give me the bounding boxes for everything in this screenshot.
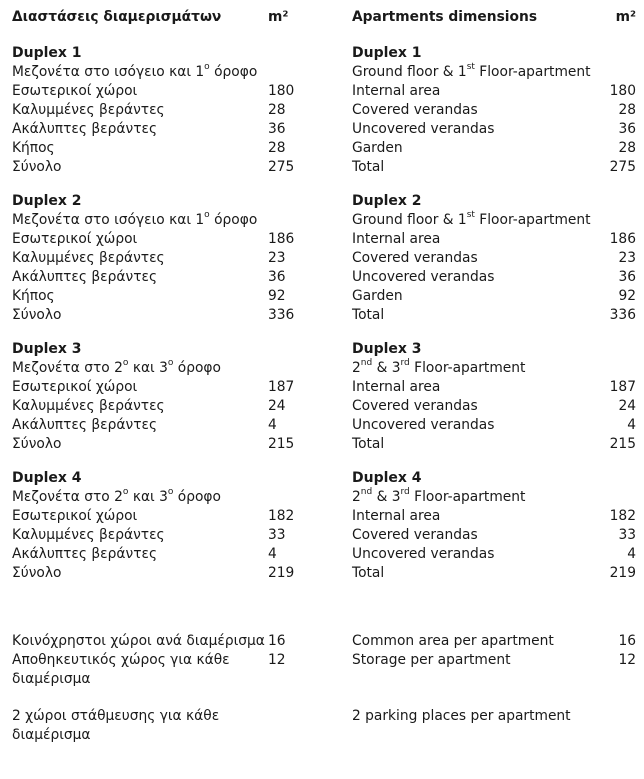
dimension-label: Ακάλυπτες βεράντες — [12, 546, 158, 562]
dimension-label: Covered verandas — [352, 398, 478, 414]
dimension-value: 180 — [268, 83, 295, 99]
dimension-row — [352, 287, 636, 306]
dimension-row — [352, 101, 636, 120]
dimension-value: 23 — [268, 250, 286, 266]
dimension-row — [352, 158, 636, 177]
duplex-title: Duplex 4 — [12, 470, 82, 486]
dimension-label: Σύνολο — [12, 159, 62, 175]
dimension-value: 36 — [268, 121, 286, 137]
dimension-row — [352, 416, 636, 435]
dimension-label: Uncovered verandas — [352, 546, 495, 562]
dimension-value: 92 — [268, 288, 286, 304]
dimension-label: Ακάλυπτες βεράντες — [12, 269, 158, 285]
dimension-row — [352, 82, 636, 101]
dimension-value: 36 — [618, 121, 636, 137]
dimension-row — [352, 564, 636, 583]
dimension-value: 180 — [609, 83, 636, 99]
english-header-title: Apartments dimensions — [352, 9, 538, 25]
greek-common-area-label: Κοινόχρηστοι χώροι ανά διαμέρισμα — [12, 633, 265, 649]
duplex-subtitle: Μεζονέτα στο ισόγειο και $1^o$ όροφο — [12, 62, 258, 80]
duplex-subtitle: 2nd & 3rd Floor-apartment — [352, 487, 526, 505]
dimension-label: Εσωτερικοί χώροι — [12, 379, 138, 395]
dimension-value: 4 — [268, 546, 277, 562]
dimension-label: Καλυμμένες βεράντες — [12, 250, 165, 266]
dimension-row — [352, 378, 636, 397]
greek-duplex-3 — [12, 340, 342, 454]
duplex-title: Duplex 3 — [12, 341, 82, 357]
dimension-label: Καλυμμένες βεράντες — [12, 398, 165, 414]
dimension-row — [352, 268, 636, 287]
dimension-value: 215 — [268, 436, 295, 452]
dimension-label: Internal area — [352, 231, 441, 247]
dimension-value: 182 — [609, 508, 636, 524]
english-storage-value: 12 — [618, 652, 636, 668]
dimension-row — [352, 526, 636, 545]
greek-parking-text: 2 χώροι στάθμευσης για κάθε διαμέρισμα — [12, 708, 220, 743]
dimension-label: Total — [352, 436, 385, 452]
dimension-value: 23 — [618, 250, 636, 266]
dimension-value: 4 — [627, 417, 636, 433]
dimension-value: 215 — [609, 436, 636, 452]
dimension-row — [12, 416, 342, 435]
english-duplex-3 — [352, 340, 636, 454]
dimension-value: 28 — [268, 102, 286, 118]
dimension-label: Total — [352, 565, 385, 581]
greek-duplex-4 — [12, 469, 342, 583]
english-duplex-2 — [352, 192, 636, 325]
dimension-label: Uncovered verandas — [352, 417, 495, 433]
dimension-label: Total — [352, 159, 385, 175]
dimension-label: Covered verandas — [352, 527, 478, 543]
dimension-row — [12, 397, 342, 416]
duplex-subtitle: 2nd & 3rd Floor-apartment — [352, 358, 526, 376]
dimension-label: Καλυμμένες βεράντες — [12, 527, 165, 543]
duplex-title: Duplex 2 — [352, 193, 422, 209]
english-storage-label: Storage per apartment — [352, 652, 511, 668]
dimension-row — [12, 249, 342, 268]
dimension-value: 24 — [618, 398, 636, 414]
greek-storage-row — [12, 651, 342, 689]
dimension-value: 275 — [609, 159, 636, 175]
english-duplex-1 — [352, 44, 636, 177]
dimension-row — [12, 120, 342, 139]
dimension-label: Internal area — [352, 83, 441, 99]
dimension-row — [12, 526, 342, 545]
english-column — [352, 8, 636, 726]
duplex-title: Duplex 2 — [12, 193, 82, 209]
english-common-area-label: Common area per apartment — [352, 633, 554, 649]
duplex-subtitle: Ground floor & 1st Floor-apartment — [352, 62, 591, 80]
dimension-row — [12, 230, 342, 249]
greek-unit-label: m² — [268, 9, 289, 25]
dimension-value: 24 — [268, 398, 286, 414]
greek-storage-value: 12 — [268, 652, 286, 668]
dimension-row — [352, 435, 636, 454]
english-duplex-list — [352, 44, 636, 583]
greek-storage-label: Αποθηκευτικός χώρος για κάθε διαμέρισμα — [12, 652, 230, 687]
dimension-label: Ακάλυπτες βεράντες — [12, 121, 158, 137]
dimension-row — [12, 564, 342, 583]
dimension-value: 187 — [268, 379, 295, 395]
dimension-value: 36 — [618, 269, 636, 285]
dimension-label: Κήπος — [12, 288, 55, 304]
greek-duplex-list — [12, 44, 342, 583]
dimension-label: Σύνολο — [12, 436, 62, 452]
dimension-label: Σύνολο — [12, 307, 62, 323]
greek-duplex-2 — [12, 192, 342, 325]
dimension-label: Εσωτερικοί χώροι — [12, 231, 138, 247]
dimension-row — [12, 101, 342, 120]
dimension-value: 186 — [268, 231, 295, 247]
dimension-row — [12, 82, 342, 101]
dimension-row — [352, 507, 636, 526]
english-common-area-value: 16 — [618, 633, 636, 649]
english-common-area-row — [352, 632, 636, 651]
dimension-label: Σύνολο — [12, 565, 62, 581]
duplex-subtitle: Μεζονέτα στο $2^o$ και $3^o$ όροφο — [12, 487, 221, 505]
dimension-row — [352, 139, 636, 158]
dimension-row — [12, 139, 342, 158]
dimension-label: Covered verandas — [352, 102, 478, 118]
duplex-title: Duplex 4 — [352, 470, 422, 486]
dimension-row — [12, 306, 342, 325]
dimension-value: 33 — [268, 527, 286, 543]
dimension-label: Covered verandas — [352, 250, 478, 266]
dimension-row — [12, 507, 342, 526]
dimension-label: Internal area — [352, 508, 441, 524]
dimension-value: 336 — [268, 307, 295, 323]
greek-common-area-value: 16 — [268, 633, 286, 649]
dimension-row — [352, 545, 636, 564]
dimension-label: Uncovered verandas — [352, 121, 495, 137]
greek-column — [12, 8, 342, 745]
dimension-value: 28 — [618, 140, 636, 156]
dimension-value: 4 — [268, 417, 277, 433]
dimension-row — [352, 306, 636, 325]
duplex-subtitle: Μεζονέτα στο $2^o$ και $3^o$ όροφο — [12, 358, 221, 376]
dimension-row — [12, 545, 342, 564]
dimension-value: 186 — [609, 231, 636, 247]
dimension-label: Internal area — [352, 379, 441, 395]
greek-common-area-row — [12, 632, 342, 651]
dimension-label: Εσωτερικοί χώροι — [12, 83, 138, 99]
dimension-row — [352, 397, 636, 416]
duplex-title: Duplex 3 — [352, 341, 422, 357]
dimension-value: 28 — [618, 102, 636, 118]
dimension-row — [352, 120, 636, 139]
english-duplex-4 — [352, 469, 636, 583]
dimension-label: Total — [352, 307, 385, 323]
dimension-label: Εσωτερικοί χώροι — [12, 508, 138, 524]
dimension-value: 33 — [618, 527, 636, 543]
english-unit-label: m² — [615, 9, 636, 25]
duplex-subtitle: Ground floor & 1st Floor-apartment — [352, 210, 591, 228]
dimension-row — [12, 378, 342, 397]
duplex-title: Duplex 1 — [352, 45, 422, 61]
dimension-value: 336 — [609, 307, 636, 323]
dimension-value: 4 — [627, 546, 636, 562]
dimension-value: 187 — [609, 379, 636, 395]
dimension-row — [12, 268, 342, 287]
dimension-label: Garden — [352, 288, 403, 304]
dimension-label: Κήπος — [12, 140, 55, 156]
dimension-label: Garden — [352, 140, 403, 156]
dimension-value: 36 — [268, 269, 286, 285]
greek-duplex-1 — [12, 44, 342, 177]
dimension-value: 219 — [268, 565, 295, 581]
duplex-title: Duplex 1 — [12, 45, 82, 61]
english-storage-row — [352, 651, 636, 670]
dimension-row — [12, 435, 342, 454]
duplex-subtitle: Μεζονέτα στο ισόγειο και $1^o$ όροφο — [12, 210, 258, 228]
greek-header-title: Διαστάσεις διαμερισμάτων — [12, 9, 222, 25]
english-parking-text: 2 parking places per apartment — [352, 708, 571, 724]
dimension-value: 28 — [268, 140, 286, 156]
dimension-label: Ακάλυπτες βεράντες — [12, 417, 158, 433]
dimension-value: 182 — [268, 508, 295, 524]
dimension-row — [12, 287, 342, 306]
dimension-label: Uncovered verandas — [352, 269, 495, 285]
english-header — [352, 8, 636, 27]
dimension-row — [352, 230, 636, 249]
dimension-value: 219 — [609, 565, 636, 581]
dimension-value: 92 — [618, 288, 636, 304]
greek-header — [12, 8, 342, 27]
dimension-label: Καλυμμένες βεράντες — [12, 102, 165, 118]
dimension-row — [352, 249, 636, 268]
dimension-value: 275 — [268, 159, 295, 175]
dimension-row — [12, 158, 342, 177]
